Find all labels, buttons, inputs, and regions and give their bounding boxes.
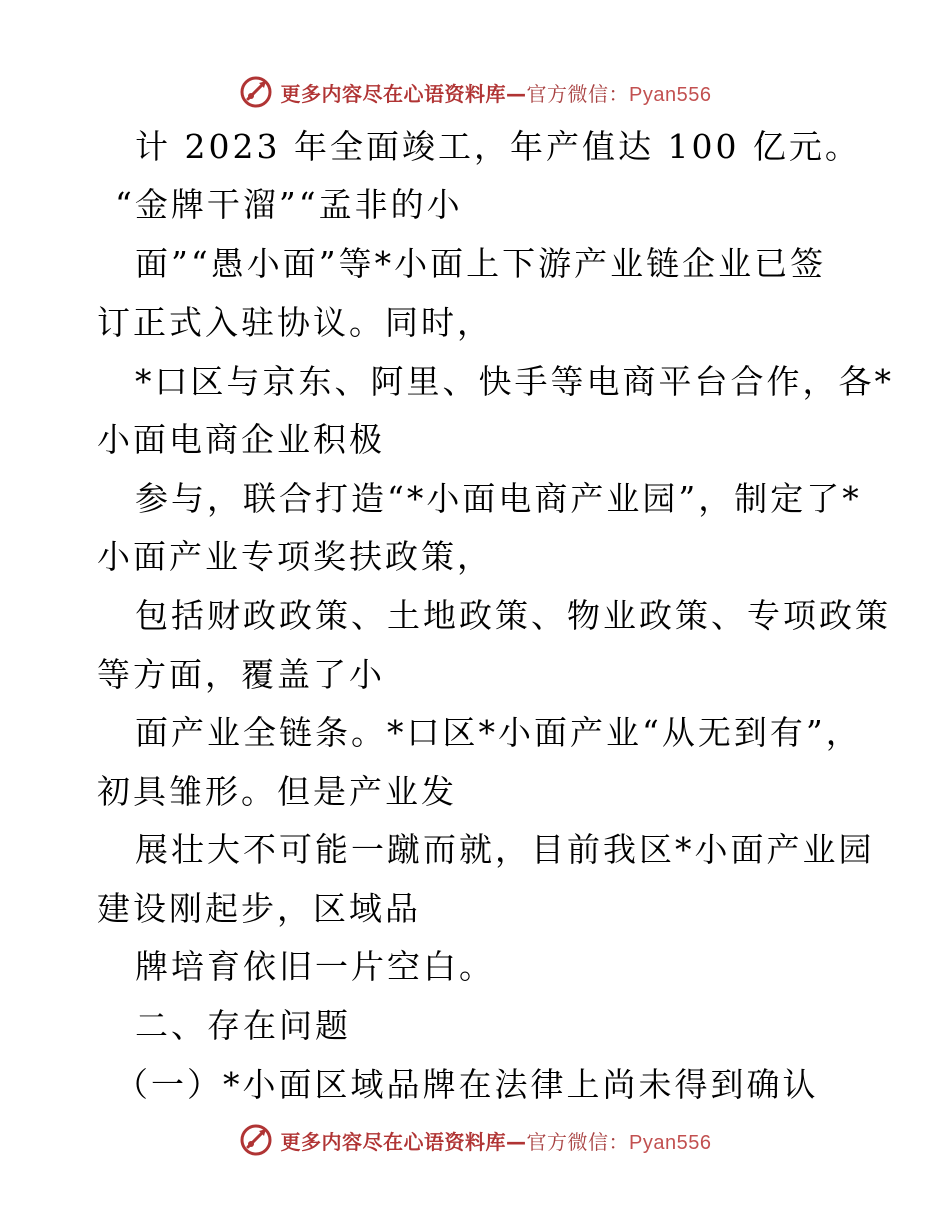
watermark-dash: — (506, 1129, 527, 1154)
watermark-text (281, 78, 712, 107)
watermark-main: 更多内容尽在心语资料库 (280, 81, 507, 106)
header-watermark (0, 72, 950, 112)
logo-icon (239, 75, 273, 109)
text-line: 参与，联合打造“*小面电商产业园”，制定了* (135, 479, 862, 518)
section-heading: 二、存在问题 (135, 1006, 351, 1045)
text-line: 面”“愚小面”等*小面上下游产业链企业已签 (135, 244, 827, 283)
watermark-dash: — (506, 81, 527, 106)
text-line: 初具雏形。但是产业发 (97, 772, 457, 811)
watermark-main: 更多内容尽在心语资料库 (280, 1129, 507, 1154)
text-line: *口区与京东、阿里、快手等电商平台合作，各* (135, 362, 894, 401)
watermark-wechat: 官方微信： (526, 81, 630, 106)
text-line: 包括财政政策、土地政策、物业政策、专项政策 (135, 596, 891, 635)
watermark-text (281, 1126, 712, 1155)
text-line: 计 2023 年全面竣工，年产值达 100 亿元。 (135, 127, 861, 166)
logo-icon (239, 1123, 273, 1157)
watermark-wechat: 官方微信： (526, 1129, 630, 1154)
text-line: “金牌干溜”“孟非的小 (115, 185, 463, 224)
watermark-handle: Pyan556 (629, 83, 712, 106)
text-line: 订正式入驻协议。同时， (97, 303, 493, 342)
text-line: 小面产业专项奖扶政策， (97, 537, 493, 576)
text-line: 小面电商企业积极 (97, 420, 385, 459)
text-line: 面产业全链条。*口区*小面产业“从无到有”， (135, 713, 862, 752)
subsection-heading: （一）*小面区域品牌在法律上尚未得到确认 (115, 1065, 819, 1104)
text-line: 建设刚起步，区域品 (97, 889, 421, 928)
footer-watermark (0, 1120, 950, 1160)
watermark-handle: Pyan556 (629, 1131, 712, 1154)
text-line: 等方面，覆盖了小 (97, 655, 385, 694)
text-line: 展壮大不可能一蹴而就，目前我区*小面产业园 (135, 830, 875, 869)
text-line: 牌培育依旧一片空白。 (135, 947, 495, 986)
